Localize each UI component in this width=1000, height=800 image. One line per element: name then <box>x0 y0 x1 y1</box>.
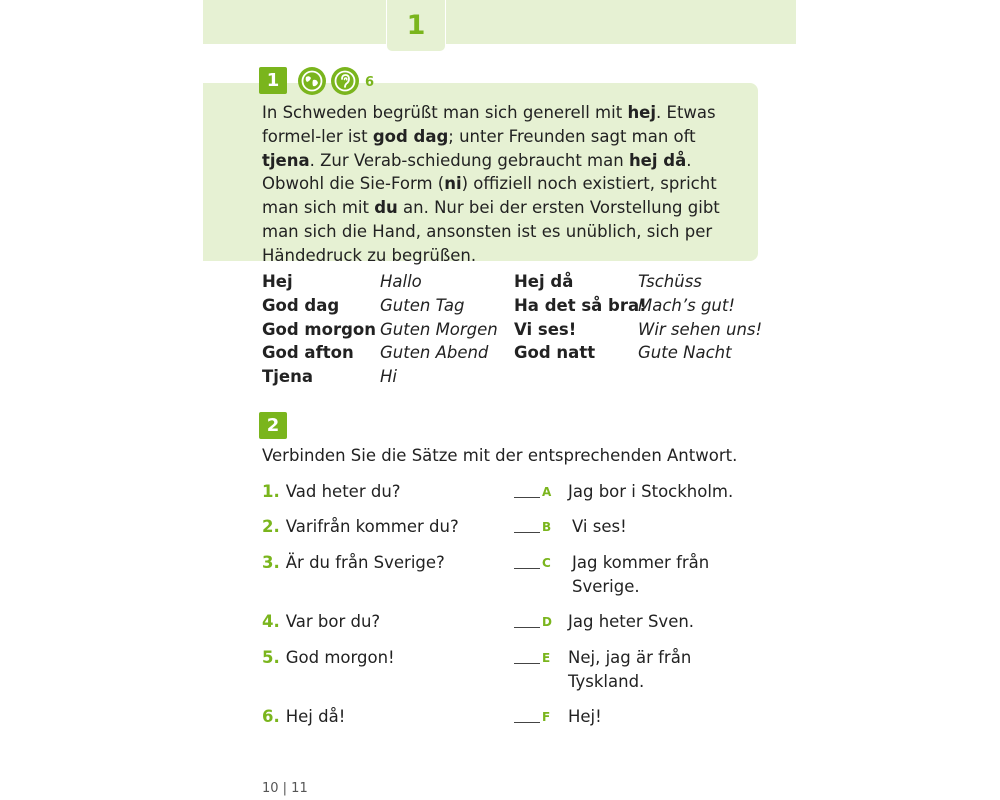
culture-info-text <box>262 101 748 268</box>
vocab-swedish-term: Vi ses! <box>514 319 577 339</box>
question-number: 5. <box>262 648 280 667</box>
header-band <box>203 0 796 44</box>
chapter-number: 1 <box>406 10 426 41</box>
vocab-swedish-right <box>514 270 647 365</box>
answer-line: Jag heter Sven. <box>568 612 695 631</box>
vocab-swedish-term: Ha det så bra! <box>514 295 647 315</box>
exercise-badge-2: 2 <box>259 412 287 439</box>
question-text: Är du från Sverige? <box>285 553 445 572</box>
ear-icon <box>331 67 359 95</box>
question-item <box>262 705 345 729</box>
vocab-swedish-term: Tjena <box>262 367 313 387</box>
answer-text <box>572 515 627 539</box>
vocab-german-translation: Guten Abend <box>380 343 489 363</box>
vocab-swedish-term: God dag <box>262 295 340 315</box>
info-text-segment: . Obwohl die Sie-Form ( <box>262 150 692 194</box>
answer-line: Tyskland. <box>568 672 645 691</box>
chapter-tab <box>386 0 446 52</box>
info-text-segment: . Etwas formel-ler ist <box>262 103 716 146</box>
answer-text <box>568 480 733 504</box>
info-text-segment: . Zur Verab-schiedung gebraucht man <box>309 150 629 170</box>
answer-text <box>568 610 694 634</box>
answer-line: Jag bor i Stockholm. <box>568 482 734 501</box>
answer-letter: A <box>542 485 552 499</box>
answer-blank[interactable] <box>514 627 540 628</box>
answer-blank[interactable] <box>514 568 540 569</box>
question-text: God morgon! <box>285 648 395 667</box>
answer-line: Sverige. <box>572 577 640 596</box>
question-item <box>262 480 401 504</box>
question-item <box>262 515 459 539</box>
info-keyword: god dag <box>372 126 449 146</box>
answer-letter: D <box>542 615 552 629</box>
vocab-german-left <box>380 270 498 389</box>
answer-text <box>568 705 602 729</box>
vocab-german-translation: Gute Nacht <box>638 343 732 363</box>
info-text-segment: ; unter Freunden sagt man oft <box>448 126 696 146</box>
question-number: 4. <box>262 612 280 631</box>
question-text: Varifrån kommer du? <box>285 517 459 536</box>
audio-track-number: 6 <box>365 75 375 90</box>
info-keyword: hej <box>627 103 657 122</box>
question-number: 3. <box>262 553 280 572</box>
vocab-swedish-left <box>262 270 376 389</box>
answer-line: Jag kommer från <box>572 553 710 572</box>
vocab-german-translation: Tschüss <box>638 272 702 291</box>
question-text: Vad heter du? <box>285 482 401 501</box>
exercise-badge-1: 1 <box>259 67 287 94</box>
question-text: Var bor du? <box>285 612 381 631</box>
globe-icon <box>298 67 326 95</box>
vocab-swedish-term: Hej då <box>514 272 574 291</box>
info-keyword: du <box>374 198 398 218</box>
info-text-segment: ) offiziell noch existiert, spricht man sich mit <box>262 174 717 218</box>
vocab-german-right <box>638 270 762 365</box>
question-number: 6. <box>262 707 280 726</box>
question-number: 2. <box>262 517 280 536</box>
page-numbers: 10 | 11 <box>262 781 308 796</box>
vocab-german-translation: Hi <box>380 367 397 387</box>
vocab-swedish-term: God afton <box>262 343 354 363</box>
answer-blank[interactable] <box>514 497 540 498</box>
exercise-instruction: Verbinden Sie die Sätze mit der entsprechenden Antwort. <box>262 446 738 465</box>
vocab-swedish-term: God morgon <box>262 319 376 339</box>
vocab-german-translation: Guten Tag <box>380 295 465 315</box>
vocab-swedish-term: Hej <box>262 272 293 291</box>
info-text-segment: an. Nur bei der ersten Vorstellung gibt man sich die Hand, ansonsten ist es unüblich, sich per Händedruck zu begrüßen. <box>262 198 720 265</box>
answer-letter: F <box>542 710 551 724</box>
question-text: Hej då! <box>285 707 346 726</box>
vocab-german-translation: Hallo <box>380 272 422 291</box>
question-item <box>262 551 445 575</box>
answer-letter: B <box>542 520 552 534</box>
info-keyword: hej då <box>628 150 687 170</box>
answer-line: Vi ses! <box>572 517 627 536</box>
vocab-german-translation: Mach’s gut! <box>638 295 735 315</box>
answer-blank[interactable] <box>514 663 540 664</box>
question-item <box>262 646 395 670</box>
answer-line: Hej! <box>568 707 602 726</box>
answer-line: Nej, jag är från <box>568 648 692 667</box>
vocab-german-translation: Guten Morgen <box>380 319 498 339</box>
info-keyword: ni <box>444 174 462 194</box>
answer-blank[interactable] <box>514 722 540 723</box>
answer-letter: C <box>542 556 551 570</box>
answer-text <box>568 646 691 694</box>
answer-blank[interactable] <box>514 532 540 533</box>
vocab-swedish-term: God natt <box>514 343 596 363</box>
answer-letter: E <box>542 651 551 665</box>
question-item <box>262 610 380 634</box>
answer-text <box>572 551 709 599</box>
info-text-segment: In Schweden begrüßt man sich generell mit <box>262 103 628 122</box>
vocab-german-translation: Wir sehen uns! <box>638 319 763 339</box>
info-keyword: tjena <box>262 150 310 170</box>
question-number: 1. <box>262 482 280 501</box>
